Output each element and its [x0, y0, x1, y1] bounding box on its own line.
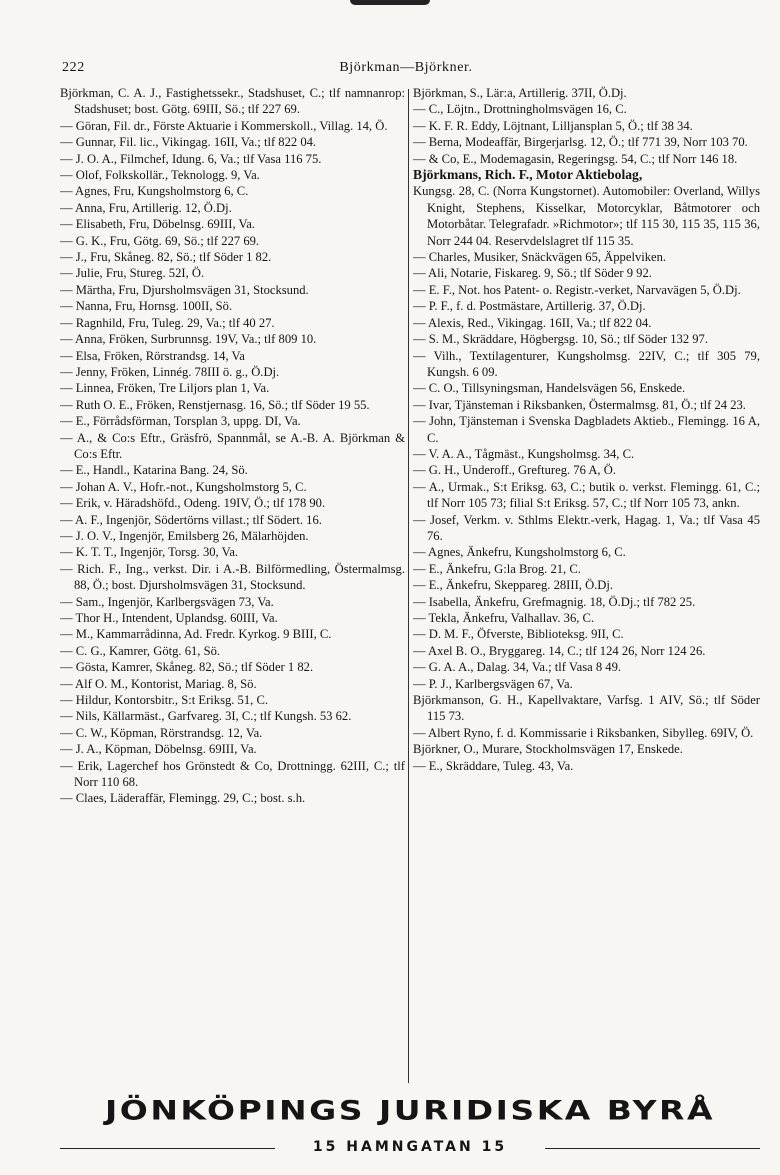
directory-entry: — Linnea, Fröken, Tre Liljors plan 1, Va.	[60, 381, 270, 396]
directory-entry: — John, Tjänsteman i Svenska Dagbladets Aktieb., Flemingg. 16 A, C.	[413, 414, 760, 445]
directory-entry: — Berna, Modeaffär, Birgerjarlsg. 12, Ö.; tlf 771 39, Norr 103 70.	[413, 135, 748, 150]
directory-entry: — A. F., Ingenjör, Södertörns villast.; tlf Södert. 16.	[60, 512, 322, 527]
directory-entry: — E., Änkefru, Skeppareg. 28III, Ö.Dj.	[413, 578, 614, 593]
directory-entry: — Anna, Fru, Artillerig. 12, Ö.Dj.	[60, 200, 232, 215]
directory-entry: — Elisabeth, Fru, Döbelnsg. 69III, Va.	[60, 217, 255, 232]
directory-entry: — G. K., Fru, Götg. 69, Sö.; tlf 227 69.	[60, 233, 260, 248]
directory-entry: — Märtha, Fru, Djursholmsvägen 31, Stocksund.	[60, 282, 309, 297]
directory-entry: — K. F. R. Eddy, Löjtnant, Lilljansplan 5, Ö.; tlf 38 34.	[413, 118, 693, 133]
directory-entry: Björkmanson, G. H., Kapellvaktare, Varfsg. 1 AIV, Sö.; tlf Söder 115 73.	[413, 693, 760, 724]
directory-entry: — J., Fru, Skåneg. 82, Sö.; tlf Söder 1 82.	[60, 250, 272, 265]
directory-entry: — Claes, Läderaffär, Flemingg. 29, C.; bost. s.h.	[60, 791, 306, 806]
directory-columns	[60, 85, 760, 1083]
directory-entry: — Josef, Verkm. v. Sthlms Elektr.-verk, Hagag. 1, Va.; tlf Vasa 45 76.	[413, 512, 760, 543]
directory-entry: — Albert Ryno, f. d. Kommissarie i Riksbanken, Sibylleg. 69IV, Ö.	[413, 725, 754, 740]
directory-entry: — Ruth O. E., Fröken, Renstjernasg. 16, Sö.; tlf Söder 19 55.	[60, 397, 370, 412]
directory-entry: — C. O., Tillsyningsman, Handelsvägen 56, Enskede.	[413, 381, 686, 396]
directory-entry: — Thor H., Intendent, Uplandsg. 60III, Va.	[60, 611, 278, 625]
directory-entry: — E. F., Not. hos Patent- o. Registr.-verket, Narvavägen 5, Ö.Dj.	[413, 282, 741, 297]
directory-entry: — Anna, Fröken, Surbrunnsg. 19V, Va.; tlf 809 10.	[60, 332, 317, 347]
directory-entry: — Sam., Ingenjör, Karlbergsvägen 73, Va.	[60, 594, 274, 609]
directory-entry: — C. G., Kamrer, Götg. 61, Sö.	[60, 643, 221, 658]
directory-entry: — K. T. T., Ingenjör, Torsg. 30, Va.	[60, 545, 239, 560]
directory-entry: — Axel B. O., Bryggareg. 14, C.; tlf 124 26, Norr 124 26.	[413, 643, 706, 658]
directory-entry: — Erik, Lagerchef hos Grönstedt & Co, Drottningg. 62III, C.; tlf Norr 110 68.	[60, 758, 405, 790]
directory-entry: — Jenny, Fröken, Linnég. 78III ö. g., Ö.Dj.	[60, 364, 280, 379]
directory-entry: — Nils, Källarmäst., Garfvareg. 3I, C.; tlf Kungsh. 53 62.	[60, 709, 352, 724]
column-divider	[408, 89, 409, 1083]
directory-entry: Björkner, O., Murare, Stockholmsvägen 17, Enskede.	[413, 742, 683, 757]
directory-entry: Björkman, C. A. J., Fastighetssekr., Stadshuset, C.; tlf namnanrop: Stadshuset; bost. Götg. 69III, Sö.; tlf 227 69.	[60, 86, 405, 117]
directory-entry: — Vilh., Textilagenturer, Kungsholmsg. 22IV, C.; tlf 305 79, Kungsh. 6 09.	[413, 348, 760, 379]
scan-edge-mark	[350, 0, 430, 5]
directory-entry: — Ali, Notarie, Fiskareg. 9, Sö.; tlf Söder 9 92.	[413, 266, 652, 281]
directory-entry: — G. A. A., Dalag. 34, Va.; tlf Vasa 8 49.	[413, 660, 622, 675]
directory-entry: — S. M., Skräddare, Högbergsg. 10, Sö.; tlf Söder 132 97.	[413, 332, 709, 347]
directory-entry: — & Co, E., Modemagasin, Regeringsg. 54, C.; tlf Norr 146 18.	[413, 151, 738, 166]
directory-entry: — Gunnar, Fil. lic., Vikingag. 16II, Va.; tlf 822 04.	[60, 135, 317, 150]
directory-entry: — J. O. V., Ingenjör, Emilsberg 26, Mälarhöjden.	[60, 528, 309, 543]
directory-entry: — Isabella, Änkefru, Grefmagnig. 18, Ö.Dj.; tlf 782 25.	[413, 594, 696, 609]
left-column	[60, 85, 405, 1083]
directory-entry: — C., Löjtn., Drottningholmsvägen 16, C.	[413, 102, 627, 117]
directory-entry: — A., Urmak., S:t Eriksg. 63, C.; butik o. verkst. Flemingg. 61, C.; tlf Norr 105 73; filial S:t Eriksg. 57, C.; tlf Norr 105 73, ankn.	[413, 479, 760, 511]
directory-entry: — Ragnhild, Fru, Tuleg. 29, Va.; tlf 40 27.	[60, 315, 275, 330]
directory-entry: — P. J., Karlbergsvägen 67, Va.	[413, 676, 573, 691]
directory-entry: — Nanna, Fru, Hornsg. 100II, Sö.	[60, 299, 233, 314]
right-column	[413, 85, 760, 1083]
directory-entry: — C. W., Köpman, Rörstrandsg. 12, Va.	[60, 725, 263, 740]
directory-entry: — E., Handl., Katarina Bang. 24, Sö.	[60, 463, 248, 478]
directory-entry: Björkman, S., Lär:a, Artillerig. 37II, Ö.Dj.	[413, 86, 627, 100]
directory-entry: — Tekla, Änkefru, Valhallav. 36, C.	[413, 611, 595, 625]
directory-entry: — Agnes, Änkefru, Kungsholmstorg 6, C.	[413, 545, 626, 560]
directory-entry: — Göran, Fil. dr., Förste Aktuarie i Kommerskoll., Villag. 14, Ö.	[60, 118, 388, 133]
directory-entry: — Alexis, Red., Vikingag. 16II, Va.; tlf 822 04.	[413, 315, 652, 330]
directory-entry: — Erik, v. Häradshöfd., Odeng. 19IV, Ö.; tlf 178 90.	[60, 496, 326, 511]
directory-entry: — G. H., Underoff., Greftureg. 76 A, Ö.	[413, 463, 616, 478]
directory-entry: — Julie, Fru, Stureg. 52I, Ö.	[60, 266, 205, 281]
directory-entry: — J. A., Köpman, Döbelnsg. 69III, Va.	[60, 742, 257, 757]
directory-entry: — P. F., f. d. Postmästare, Artillerig. 37, Ö.Dj.	[413, 299, 646, 314]
directory-entry: — Olof, Folkskollär., Teknologg. 9, Va.	[60, 168, 260, 183]
directory-entry: — J. O. A., Filmchef, Idung. 6, Va.; tlf Vasa 116 75.	[60, 151, 322, 166]
directory-entry: — A., & Co:s Eftr., Gräsfrö, Spannmål, se A.-B. A. Björkman & Co:s Eftr.	[60, 430, 405, 461]
directory-entry: — Ivar, Tjänsteman i Riksbanken, Östermalmsg. 81, Ö.; tlf 24 23.	[413, 397, 746, 412]
directory-entry: — E., Skräddare, Tuleg. 43, Va.	[413, 758, 574, 773]
directory-entry: — Alf O. M., Kontorist, Mariag. 8, Sö.	[60, 676, 257, 691]
advert-banner: JÖNKÖPINGS JURIDISKA BYRÅ	[104, 1094, 715, 1126]
directory-entry: — D. M. F., Öfverste, Biblioteksg. 9II, C.	[413, 627, 624, 642]
directory-entry: — Charles, Musiker, Snäckvägen 65, Äppelviken.	[413, 250, 667, 265]
advert-rule-right	[545, 1148, 760, 1149]
running-title: Björkman—Björkner.	[339, 60, 473, 75]
directory-entry: — Rich. F., Ing., verkst. Dir. i A.-B. Bilförmedling, Östermalmsg. 88, Ö.; bost. Djursholmsvägen 31, Stocksund.	[60, 561, 405, 593]
directory-entry: — Hildur, Kontorsbitr., S:t Eriksg. 51, C.	[60, 693, 268, 708]
directory-entry-heading: Björkmans, Rich. F., Motor Aktiebolag,	[413, 167, 643, 183]
directory-entry: — Agnes, Fru, Kungsholmstorg 6, C.	[60, 184, 249, 199]
advert-address-row	[60, 1138, 760, 1158]
directory-entry: Kungsg. 28, C. (Norra Kungstornet). Automobiler: Overland, Willys Knight, Stephens, Kisselkar, Motorcyklar, Båtmotorer och Motorbåtar. Telegrafadr. »Richmotor»; tlf 115 30, 115 35, 115 36, Norr 244 04. Reservdelslagret tlf 115 35.	[413, 184, 760, 248]
directory-entry: — V. A. A., Tågmäst., Kungsholmsg. 34, C.	[413, 446, 635, 461]
directory-entry: — Gösta, Kamrer, Skåneg. 82, Sö.; tlf Söder 1 82.	[60, 660, 314, 675]
directory-entry: — Elsa, Fröken, Rörstrandsg. 14, Va	[60, 348, 245, 363]
directory-entry: — M., Kammarrådinna, Ad. Fredr. Kyrkog. 9 BIII, C.	[60, 627, 332, 642]
directory-entry: — Johan A. V., Hofr.-not., Kungsholmstorg 5, C.	[60, 479, 307, 494]
advert-address: 15 HAMNGATAN 15	[312, 1139, 508, 1155]
page-header	[62, 60, 750, 80]
directory-entry: — E., Änkefru, G:la Brog. 21, C.	[413, 561, 581, 576]
page-number: 222	[62, 60, 85, 75]
directory-entry: — E., Förrådsförman, Torsplan 3, uppg. DI, Va.	[60, 414, 301, 429]
